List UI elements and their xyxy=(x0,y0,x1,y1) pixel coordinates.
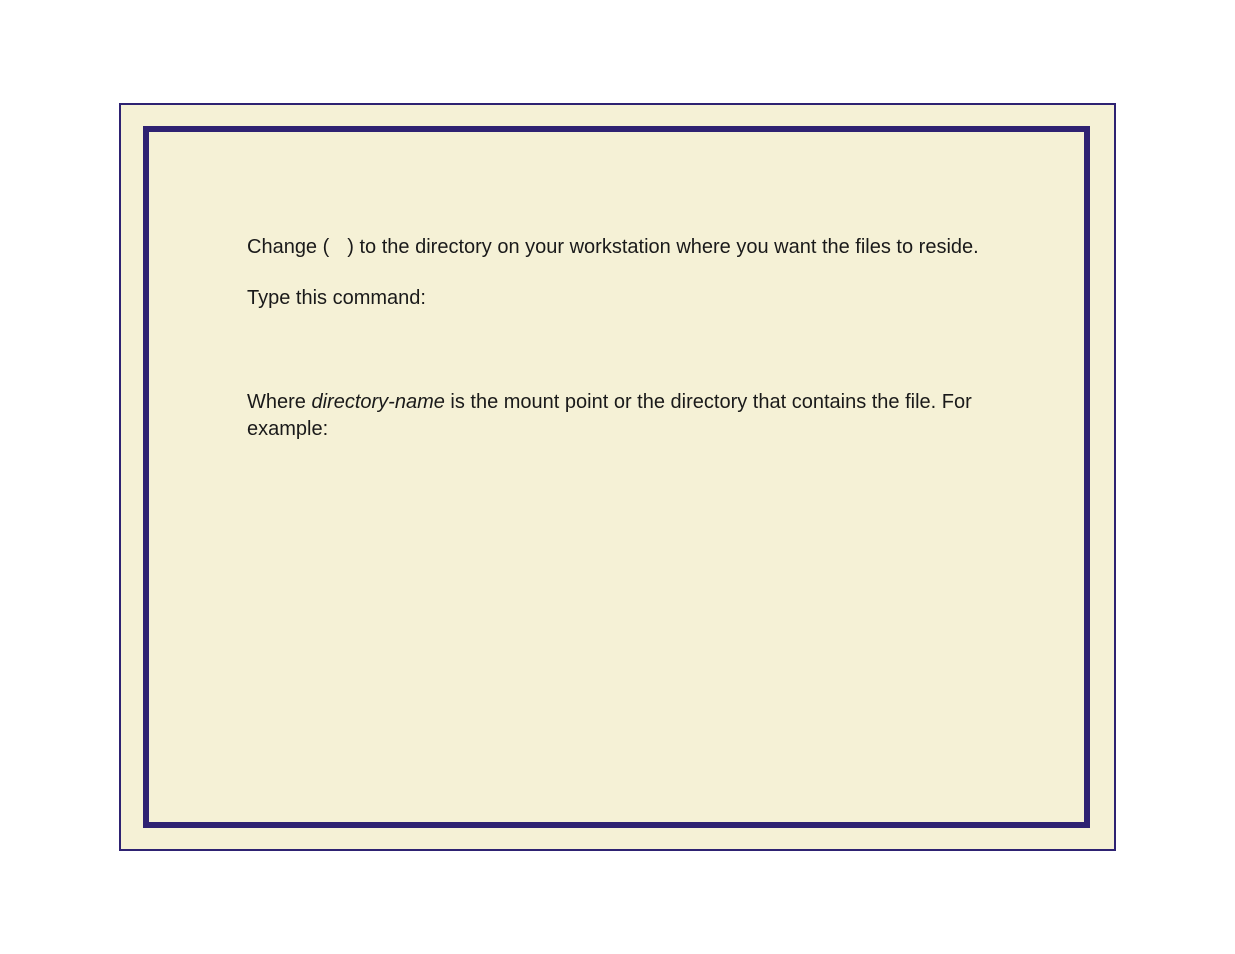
instruction-text xyxy=(247,234,1007,443)
where-rest-text: is the mount point or the directory that contains the file. For example: xyxy=(247,391,972,440)
change-rest-text: ) to the directory on your workstation where you want the files to reside. xyxy=(347,236,979,258)
change-text: Change ( xyxy=(247,236,330,258)
change-directory-paragraph xyxy=(247,234,1007,261)
where-paragraph xyxy=(247,389,1007,443)
inner-frame xyxy=(143,126,1090,828)
where-text: Where xyxy=(247,391,312,413)
directory-name-term: directory-name xyxy=(311,391,445,413)
type-command-paragraph: Type this command: xyxy=(247,287,426,309)
